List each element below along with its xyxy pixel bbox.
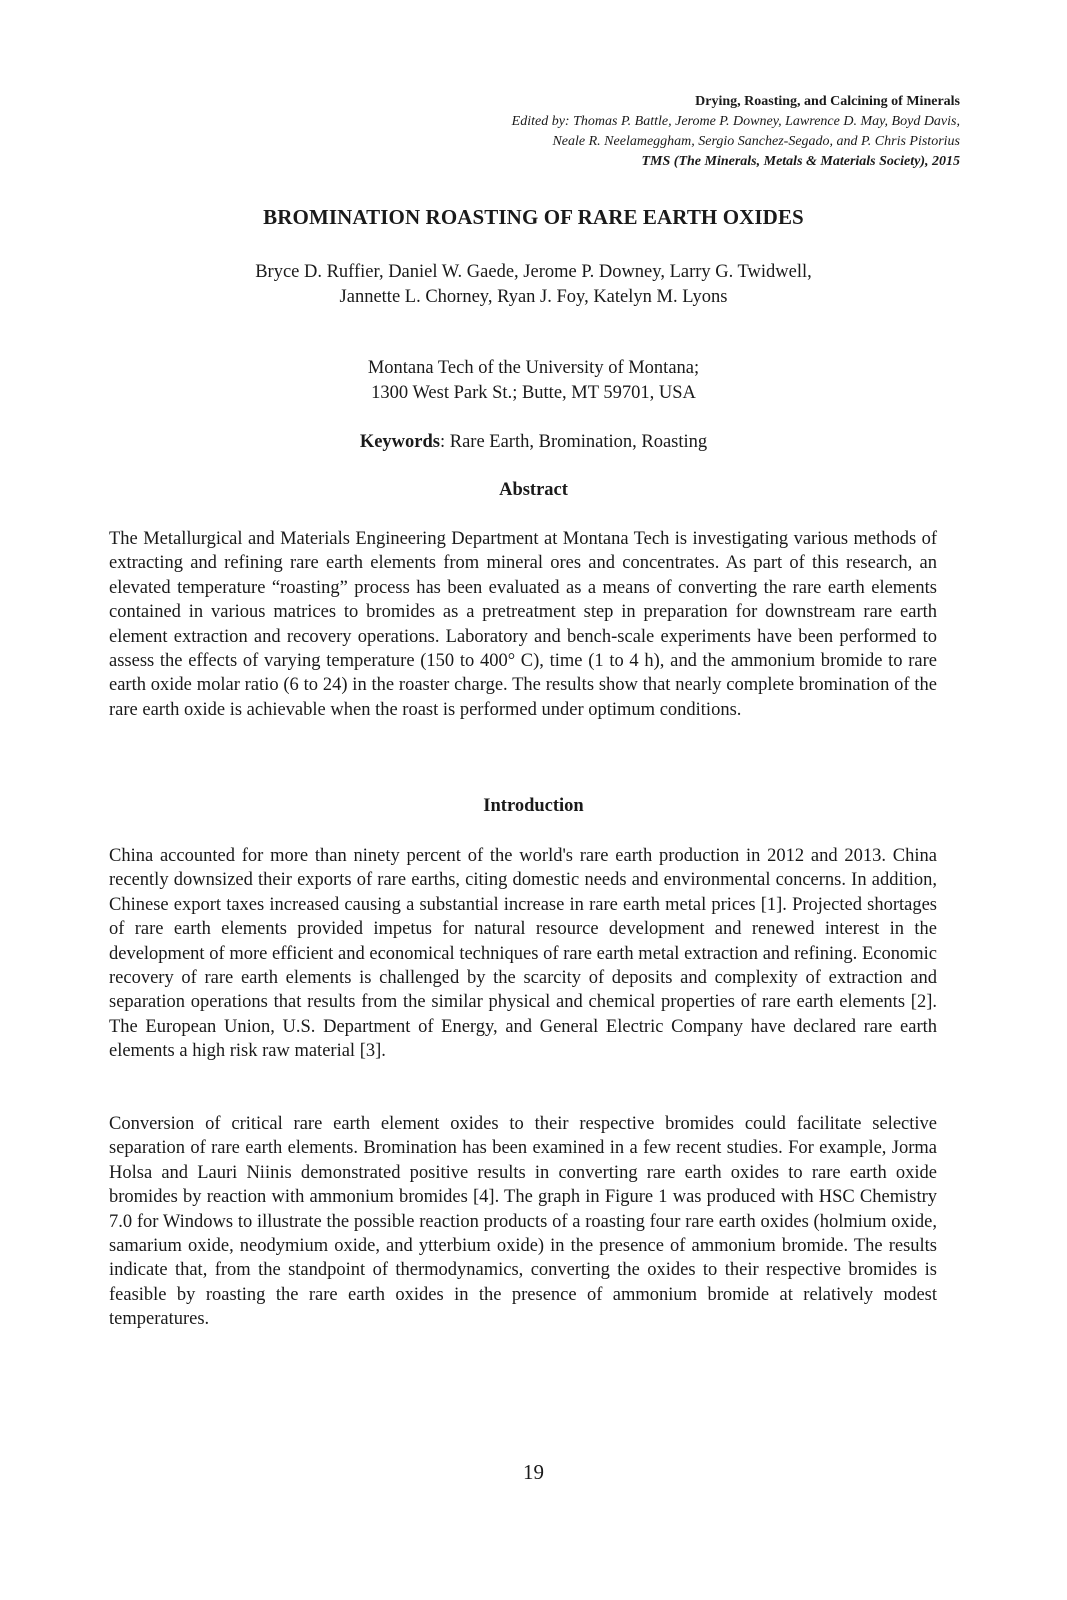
running-header: [260, 92, 960, 172]
introduction-heading: Introduction: [483, 796, 584, 816]
paper-title: BROMINATION ROASTING OF RARE EARTH OXIDES: [263, 205, 804, 229]
publisher-line: TMS (The Minerals, Metals & Materials Society), 2015: [641, 154, 960, 169]
affiliation-line-1: Montana Tech of the University of Montana;: [367, 358, 700, 378]
keywords-label: Keywords: [359, 432, 440, 452]
keywords-line: [0, 430, 1067, 455]
author-list: [0, 260, 1067, 310]
book-title: Drying, Roasting, and Calcining of Minerals: [695, 94, 960, 109]
abstract-paragraph: The Metallurgical and Materials Engineering Department at Montana Tech is investigating various methods of extracting and refining rare earth elements from mineral ores and concentrates. As part of this research, an elevated temperature “roasting” process has been evaluated as a means of converting the rare earth elements contained in various matrices to bromides as a pretreatment step in preparation for downstream rare earth element extraction and recovery operations. Laboratory and bench-scale experiments have been performed to assess the effects of varying temperature (150 to 400° C), time (1 to 4 h), and the ammonium bromide to rare earth oxide molar ratio (6 to 24) in the roaster charge. The results show that nearly complete bromination of the rare earth oxide is achievable when the roast is performed under optimum conditions.: [109, 529, 937, 720]
keywords-text: : Rare Earth, Bromination, Roasting: [439, 432, 708, 452]
abstract-heading: Abstract: [499, 480, 568, 500]
introduction-paragraph-2: Conversion of critical rare earth element oxides to their respective bromides could facilitate selective separation of rare earth elements. Bromination has been examined in a few recent studies. For example, Jorma Holsa and Lauri Niinis demonstrated positive results in converting rare earth oxides to rare earth oxide bromides by reaction with ammonium bromides [4]. The graph in Figure 1 was produced with HSC Chemistry 7.0 for Windows to illustrate the possible reaction products of a roasting four rare earth oxides (holmium oxide, samarium oxide, neodymium oxide, and ytterbium oxide) in the presence of ammonium bromide. The results indicate that, from the standpoint of thermodynamics, converting the oxides to their respective bromides is feasible by roasting the rare earth oxides in the presence of ammonium bromide at relatively modest temperatures.: [109, 1114, 937, 1330]
authors-line-2: Jannette L. Chorney, Ryan J. Foy, Katelyn M. Lyons: [339, 287, 728, 307]
introduction-paragraph-1: China accounted for more than ninety percent of the world's rare earth production in 2012 and 2013. China recently downsized their exports of rare earths, citing domestic needs and environmental concerns. In addition, Chinese export taxes increased causing a substantial increase in rare earth metal prices [1]. Projected shortages of rare earth elements provided impetus for natural resource development and renewed interest in the development of more efficient and economical techniques of rare earth metal extraction and refining. Economic recovery of rare earth elements is challenged by the scarcity of deposits and complexity of extraction and separation operations that results from the similar physical and chemical properties of rare earth elements [2]. The European Union, U.S. Department of Energy, and General Electric Company have declared rare earth elements a high risk raw material [3].: [109, 846, 937, 1062]
editors-line-2: Neale R. Neelameggham, Sergio Sanchez-Segado, and P. Chris Pistorius: [552, 134, 960, 149]
affiliation: [0, 356, 1067, 406]
authors-line-1: Bryce D. Ruffier, Daniel W. Gaede, Jerome P. Downey, Larry G. Twidwell,: [255, 262, 812, 282]
affiliation-line-2: 1300 West Park St.; Butte, MT 59701, USA: [371, 383, 696, 403]
page-number: 19: [523, 1460, 544, 1484]
editors-line-1: Edited by: Thomas P. Battle, Jerome P. Downey, Lawrence D. May, Boyd Davis,: [511, 114, 960, 129]
